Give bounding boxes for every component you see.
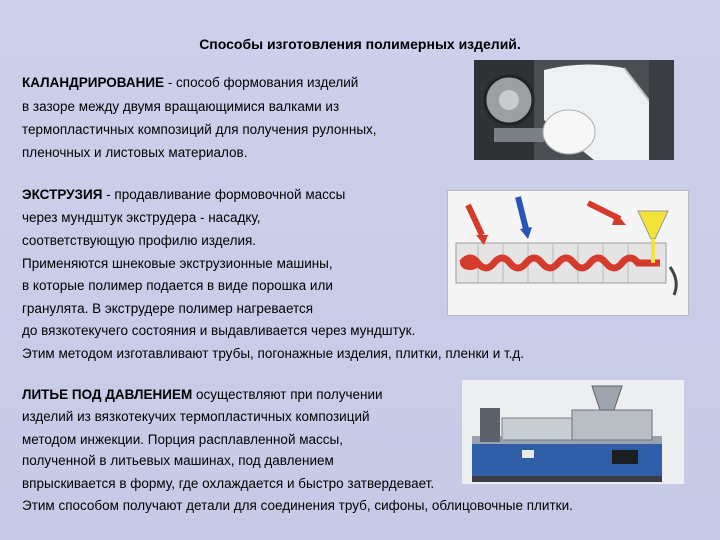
injection-line-2: изделий из вязкотекучих термопластичных композиций — [22, 409, 370, 424]
calendering-line-2: в зазоре между двумя вращающимися валками из — [22, 99, 340, 114]
calendering-heading: КАЛАНДРИРОВАНИЕ — [22, 75, 165, 90]
injection-line-5: впрыскивается в форму, где охлаждается и быстро затвердевает. — [22, 476, 435, 491]
extruder-diagram — [447, 190, 689, 316]
calendering-line-4: пленочных и листовых материалов. — [22, 145, 248, 160]
slide-title: Способы изготовления полимерных изделий. — [199, 36, 521, 52]
injection-line-6: Этим способом получают детали для соединения труб, сифоны, облицовочные плитки. — [22, 498, 573, 513]
calendering-line-3: термопластичных композиций для получения рулонных, — [22, 122, 377, 137]
injection-line-4: полученной в литьевых машинах, под давлением — [22, 453, 334, 468]
injection-line-3: методом инжекции. Порция расплавленной массы, — [22, 432, 343, 447]
extrusion-line-2: через мундштук экструдера - насадку, — [22, 210, 261, 225]
calender-machine-photo — [474, 60, 674, 160]
calendering-line-1 — [22, 74, 358, 92]
extrusion-line-1 — [22, 186, 345, 204]
extrusion-line-6: гранулята. В экструдере полимер нагревается — [22, 301, 314, 316]
extrusion-text: - продавливание формовочной массы — [102, 187, 346, 202]
extrusion-line-5: в которые полимер подается в виде порошка или — [22, 278, 333, 293]
injection-machine-photo — [462, 380, 684, 484]
extrusion-line-4: Применяются шнековые экструзионные машины, — [22, 256, 333, 271]
injection-line-1 — [22, 386, 383, 404]
extrusion-line-3: соответствующую профилю изделия. — [22, 233, 257, 248]
extrusion-line-8: Этим методом изготавливают трубы, погонажные изделия, плитки, пленки и т.д. — [22, 346, 525, 361]
calendering-text: - способ формования изделий — [164, 75, 359, 90]
extrusion-heading: ЭКСТРУЗИЯ — [22, 187, 103, 202]
injection-heading: ЛИТЬЕ ПОД ДАВЛЕНИЕМ — [22, 387, 193, 402]
injection-text: осуществляют при получении — [192, 387, 383, 402]
extrusion-line-7: до вязкотекучего состояния и выдавливается через мундштук. — [22, 323, 416, 338]
